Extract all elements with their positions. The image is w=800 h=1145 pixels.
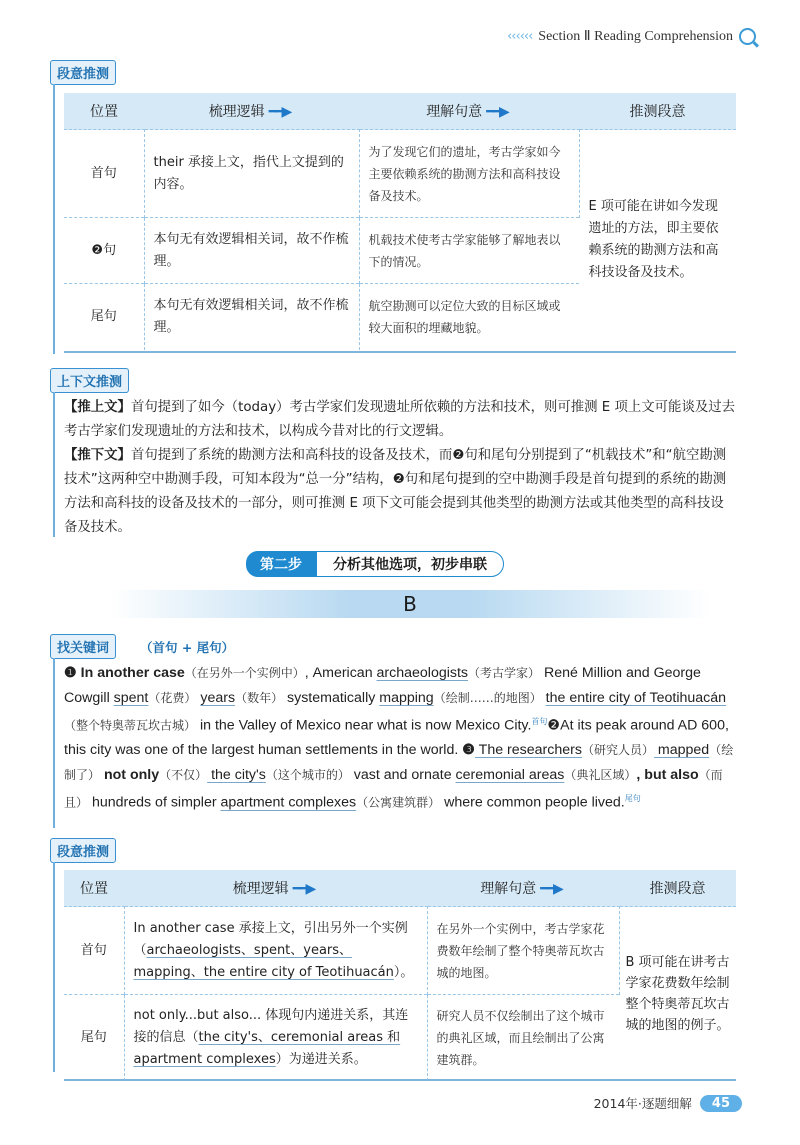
row-meaning: 为了发现它们的遗址，考古学家如今主要依赖系统的勘测方法和高科技设备及技术。 xyxy=(359,130,579,218)
th-meaning xyxy=(359,93,579,130)
arrow-right-icon: ━━▶ xyxy=(292,881,315,897)
th-position-label: 位置 xyxy=(90,104,118,120)
logic-text: ）。 xyxy=(393,964,414,980)
kw-spent: spent xyxy=(113,689,149,706)
kw-mapped: mapped xyxy=(653,742,710,759)
table-row xyxy=(64,907,736,995)
section1-table-bottom-rule xyxy=(64,351,736,353)
gloss: （绘制……的地图） xyxy=(433,690,542,705)
section1-left-rule xyxy=(53,84,55,354)
row-position: 尾句 xyxy=(64,284,144,350)
row-deduce: B 项可能在讲考古学家花费数年绘制整个特奥蒂瓦坎古城的地图的例子。 xyxy=(619,907,736,1081)
row-logic xyxy=(124,907,427,995)
context-lower-text: 首句提到了系统的勘测方法和高科技的设备及技术，而❷句和尾句分别提到了“机载技术”和“航空勘测技术”这两种空中勘测手段，可知本段为“总一分”结构，❷句和尾句提到的空中勘测手段是首句提到的系统的勘测方法和高科技的设备及技术的一部分，则可推测 E 项下文可能会提到其他类型的勘测方法或其他类型的高科技设备及技术。 xyxy=(64,448,727,535)
row-deduce: E 项可能在讲如今发现遗址的方法，即主要依赖系统的勘测方法和高科技设备及技术。 xyxy=(579,130,736,350)
kw-years: years xyxy=(200,689,236,706)
text: , American xyxy=(304,665,377,681)
gloss: （这个城市的） xyxy=(265,767,350,782)
row-position: 首句 xyxy=(64,130,144,218)
text: where common people lived. xyxy=(440,794,625,811)
passage-paragraph xyxy=(64,661,734,815)
page-header xyxy=(507,28,756,45)
th-meaning-label: 理解句意 xyxy=(480,881,537,897)
th-position-label: 位置 xyxy=(80,881,108,897)
tag-context-guess: 上下文推测 xyxy=(50,368,129,393)
gloss: （而且） xyxy=(64,767,723,810)
header-title: Section Ⅱ Reading Comprehension xyxy=(538,29,733,44)
passage-b xyxy=(64,661,734,815)
row-meaning: 机载技术使考古学家能够了解地表以下的情况。 xyxy=(359,218,579,284)
logic-keywords: archaeologists、spent、years、mapping、the entire city of Teotihuacán xyxy=(133,942,394,980)
th-logic-label: 梳理逻辑 xyxy=(232,881,289,897)
gloss: （数年） xyxy=(235,690,284,705)
sentence-3-number: ❸ xyxy=(462,742,475,759)
text: vast and ornate xyxy=(349,766,456,783)
kw-apartment-complexes: apartment complexes xyxy=(220,794,357,811)
gloss: （研究人员） xyxy=(581,743,654,758)
tag-paragraph-guess-1: 段意推测 xyxy=(50,60,116,85)
logic-keywords: the city's、ceremonial areas 和 apartment complexes xyxy=(133,1029,401,1067)
row-meaning: 航空勘测可以定位大致的目标区域或较大面积的埋藏地貌。 xyxy=(359,284,579,350)
row-logic xyxy=(124,995,427,1081)
th-deduce xyxy=(619,870,736,907)
page-number: 45 xyxy=(700,1095,742,1112)
gloss: （整个特奥蒂瓦坎古城） xyxy=(64,718,197,733)
kw-not-only: not only xyxy=(100,766,160,783)
arrow-right-icon: ━━▶ xyxy=(486,104,508,120)
text: in the Valley of Mexico near what is now Mexico City. xyxy=(196,717,532,734)
section2-table xyxy=(64,870,736,1081)
option-band xyxy=(110,590,710,618)
gloss: （绘制了） xyxy=(64,743,734,782)
arrow-right-icon: ━━▶ xyxy=(540,881,562,897)
logic-text: In another case 承接上文，引出另外一个实例（ xyxy=(133,920,408,958)
search-icon xyxy=(739,28,756,45)
section2-table-bottom-rule xyxy=(64,1079,736,1081)
keywords-note: （首句 + 尾句） xyxy=(140,640,235,655)
row-logic: 本句无有效逻辑相关词，故不作梳理。 xyxy=(144,218,359,284)
kw-mapping: mapping xyxy=(379,689,434,706)
th-deduce xyxy=(579,93,736,130)
section1-table xyxy=(64,93,736,350)
keywords-left-rule xyxy=(53,658,55,828)
text: systematically xyxy=(283,689,380,706)
sentence-2: ❷At its peak around AD 600, this city was one of the largest human settlements in the world. xyxy=(64,717,729,759)
step-bar xyxy=(246,551,504,577)
kw-the-citys: the city's xyxy=(207,766,266,783)
context-left-rule xyxy=(53,392,55,537)
context-block xyxy=(64,396,736,540)
option-letter: B xyxy=(403,592,417,616)
row-position: ❷句 xyxy=(64,218,144,284)
row-logic: 本句无有效逻辑相关词，故不作梳理。 xyxy=(144,284,359,350)
gloss: （考古学家） xyxy=(468,666,541,680)
th-position xyxy=(64,870,124,907)
kw-ceremonial-areas: ceremonial areas xyxy=(455,766,565,783)
text: hundreds of simpler xyxy=(88,794,221,811)
gloss: （公寓建筑群） xyxy=(356,795,441,810)
th-logic xyxy=(144,93,359,130)
footer-text: 2014年·逐题细解 xyxy=(593,1096,692,1111)
step-title: 分析其他选项，初步串联 xyxy=(316,551,504,577)
gloss: （花费） xyxy=(148,690,197,705)
table-row xyxy=(64,130,736,218)
arrow-right-icon: ━━▶ xyxy=(268,104,291,120)
th-meaning xyxy=(427,870,619,907)
header-arrows: ‹‹‹‹‹‹ xyxy=(507,29,533,44)
gloss: （不仅） xyxy=(159,767,208,782)
kw-but-also: , but also xyxy=(636,766,699,783)
context-upper xyxy=(64,396,736,444)
kw-researchers: The researchers xyxy=(474,742,582,759)
section2-left-rule xyxy=(53,862,55,1072)
logic-text: ）为递进关系。 xyxy=(275,1051,367,1067)
th-deduce-label: 推测段意 xyxy=(649,881,706,897)
logic-text: not only...but also... 体现句内递进关系，其连接的信息（ xyxy=(133,1007,409,1045)
th-deduce-label: 推测段意 xyxy=(629,104,686,120)
context-lower-label: 【推下文】 xyxy=(64,448,131,463)
row-meaning: 研究人员不仅绘制出了这个城市的典礼区域，而且绘制出了公寓建筑群。 xyxy=(427,995,619,1081)
row-position: 尾句 xyxy=(64,995,124,1081)
row-meaning: 在另外一个实例中，考古学家花费数年绘制了整个特奥蒂瓦坎古城的地图。 xyxy=(427,907,619,995)
text: René Million and George Cowgill xyxy=(64,665,701,706)
th-position xyxy=(64,93,144,130)
context-upper-text: 首句提到了如今（today）考古学家们发现遗址所依赖的方法和技术，则可推测 E 项上文可能谈及过去考古学家们发现遗址的方法和技术，以构成今昔对比的行文逻辑。 xyxy=(64,400,736,439)
th-logic xyxy=(124,870,427,907)
gloss: （在另外一个实例中） xyxy=(184,666,305,680)
first-sentence-mark: 首句 xyxy=(531,717,548,726)
page-footer xyxy=(594,1094,742,1112)
kw-entire-city: the entire city of Teotihuacán xyxy=(545,689,727,706)
last-sentence-mark: 尾句 xyxy=(624,794,641,804)
row-logic: their 承接上文，指代上文提到的内容。 xyxy=(144,130,359,218)
tag-find-keywords: 找关键词 xyxy=(50,634,116,659)
gloss: （典礼区域） xyxy=(564,767,637,782)
context-lower xyxy=(64,444,736,540)
kw-in-another-case: In another case xyxy=(76,665,185,681)
sentence-1-number: ❶ xyxy=(64,665,77,681)
th-meaning-label: 理解句意 xyxy=(426,104,483,120)
row-position: 首句 xyxy=(64,907,124,995)
context-upper-label: 【推上文】 xyxy=(64,400,131,415)
th-logic-label: 梳理逻辑 xyxy=(208,104,265,120)
tag-paragraph-guess-2: 段意推测 xyxy=(50,838,116,863)
step-label: 第二步 xyxy=(246,551,316,577)
kw-archaeologists: archaeologists xyxy=(376,665,469,681)
